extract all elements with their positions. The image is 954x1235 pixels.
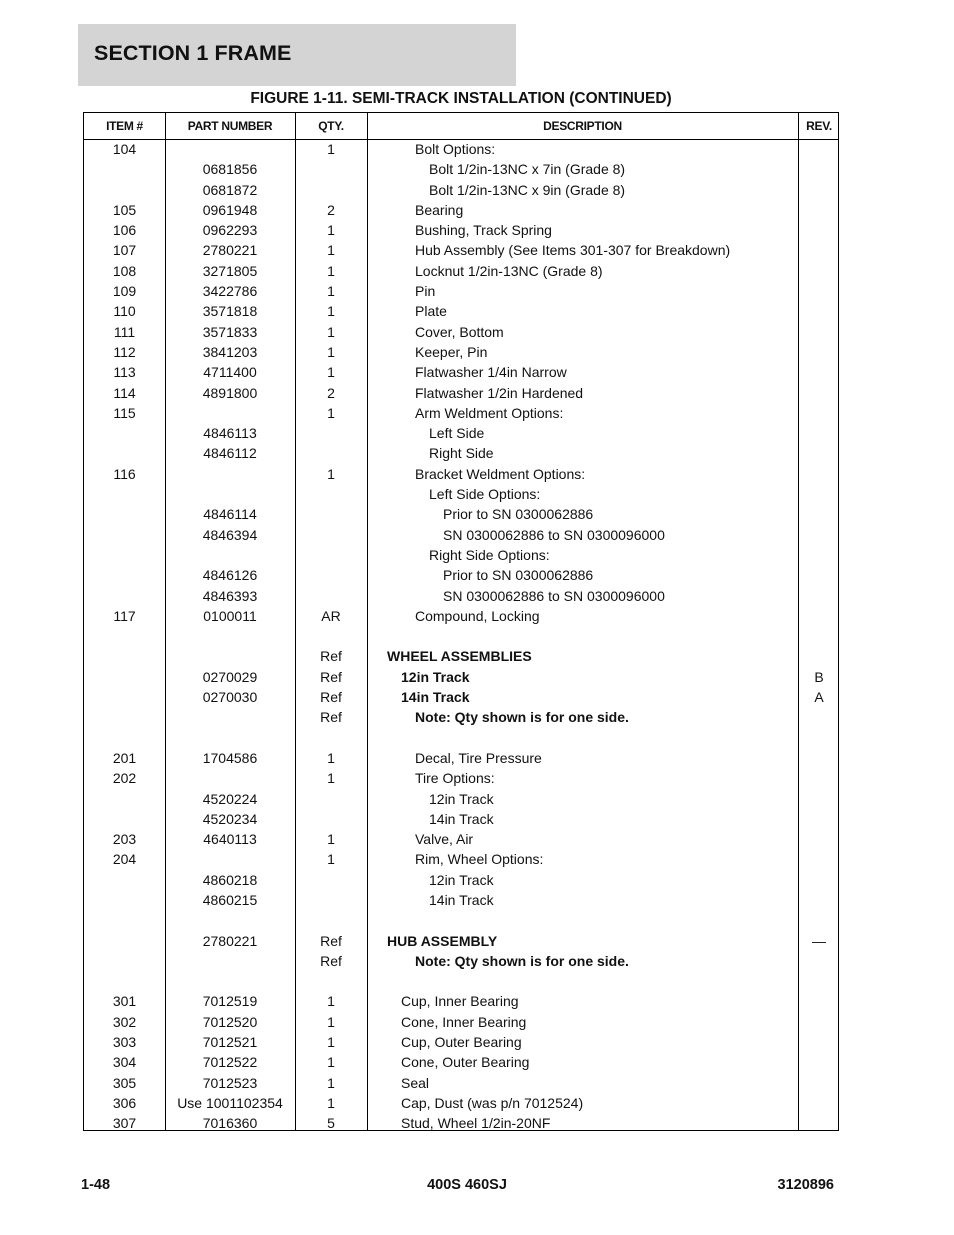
description-cell: Locknut 1/2in-13NC (Grade 8) bbox=[415, 262, 603, 279]
qty-cell: 1 bbox=[327, 993, 335, 1010]
table-row bbox=[84, 626, 838, 646]
part-number-cell: 0681856 bbox=[202, 161, 258, 178]
part-number-cell: Use 1001102354 bbox=[177, 1094, 283, 1111]
table-row bbox=[84, 565, 838, 585]
qty-cell: Ref bbox=[320, 709, 342, 726]
table-row bbox=[84, 423, 838, 443]
qty-cell: 1 bbox=[327, 404, 335, 421]
description-cell: Prior to SN 0300062886 bbox=[443, 506, 594, 523]
table-row bbox=[84, 1093, 838, 1113]
table-row bbox=[84, 322, 838, 342]
qty-cell: 1 bbox=[327, 303, 335, 320]
section-header-band bbox=[78, 24, 516, 86]
part-number-cell: 2780221 bbox=[202, 932, 258, 949]
description-cell: Flatwasher 1/2in Hardened bbox=[415, 384, 584, 401]
description-cell: HUB ASSEMBLY bbox=[387, 932, 498, 949]
item-number-cell: 203 bbox=[112, 831, 137, 848]
description-cell: WHEEL ASSEMBLIES bbox=[387, 648, 532, 665]
item-number-cell: 302 bbox=[112, 1013, 137, 1030]
table-row bbox=[84, 139, 838, 159]
item-number-cell: 303 bbox=[112, 1034, 137, 1051]
item-number-cell: 104 bbox=[112, 141, 137, 157]
description-cell: 14in Track bbox=[429, 810, 494, 827]
table-row bbox=[84, 870, 838, 890]
part-number-cell: 7012520 bbox=[202, 1013, 258, 1030]
qty-cell: 1 bbox=[327, 1074, 335, 1091]
qty-cell: 1 bbox=[327, 465, 335, 482]
qty-cell: 1 bbox=[327, 323, 335, 340]
qty-cell: 1 bbox=[327, 1054, 335, 1071]
description-cell: SN 0300062886 to SN 0300096000 bbox=[443, 587, 665, 604]
description-cell: Bearing bbox=[415, 201, 464, 218]
qty-cell: 1 bbox=[327, 851, 335, 868]
table-row bbox=[84, 1073, 838, 1093]
description-cell: Valve, Air bbox=[415, 831, 474, 848]
item-number-cell: 113 bbox=[113, 364, 136, 381]
item-number-cell: 204 bbox=[112, 851, 137, 868]
part-number-cell: 4846114 bbox=[203, 506, 257, 523]
part-number-cell: 7012521 bbox=[202, 1034, 258, 1051]
description-cell: Left Side bbox=[429, 425, 485, 442]
qty-cell: 1 bbox=[327, 343, 335, 360]
part-number-cell: 4846394 bbox=[202, 526, 258, 543]
table-row bbox=[84, 951, 838, 971]
item-number-cell: 106 bbox=[112, 222, 137, 239]
part-number-cell: 4846393 bbox=[202, 587, 258, 604]
item-number-cell: 307 bbox=[112, 1115, 137, 1132]
qty-cell: 1 bbox=[327, 141, 335, 157]
part-number-cell: 3571818 bbox=[202, 303, 258, 320]
description-cell: Stud, Wheel 1/2in-20NF bbox=[401, 1115, 551, 1132]
rev-cell: B bbox=[814, 668, 824, 685]
table-row bbox=[84, 667, 838, 687]
part-number-cell: 4860218 bbox=[202, 871, 258, 888]
part-number-cell: 0962293 bbox=[202, 222, 258, 239]
part-number-cell: 4846113 bbox=[203, 425, 257, 442]
item-number-cell: 111 bbox=[113, 323, 136, 340]
description-cell: Cone, Outer Bearing bbox=[401, 1054, 530, 1071]
part-number-cell: 7012519 bbox=[202, 993, 258, 1010]
item-number-cell: 105 bbox=[112, 201, 137, 218]
part-number-cell: 4846112 bbox=[203, 445, 257, 462]
item-number-cell: 117 bbox=[113, 607, 136, 624]
table-row bbox=[84, 971, 838, 991]
qty-cell: Ref bbox=[320, 932, 342, 949]
item-number-cell: 112 bbox=[113, 343, 136, 360]
description-cell: Compound, Locking bbox=[415, 607, 540, 624]
qty-cell: Ref bbox=[320, 668, 342, 685]
table-row bbox=[84, 586, 838, 606]
part-number-cell: 0270029 bbox=[202, 668, 258, 685]
column-header-rev: REV. bbox=[806, 119, 832, 133]
part-number-cell: 0270030 bbox=[202, 689, 258, 706]
table-row bbox=[84, 910, 838, 930]
part-number-cell: 7016360 bbox=[202, 1115, 258, 1132]
description-cell: Flatwasher 1/4in Narrow bbox=[415, 364, 567, 381]
description-cell: 12in Track bbox=[429, 871, 494, 888]
item-number-cell: 201 bbox=[112, 749, 137, 766]
qty-cell: 1 bbox=[327, 222, 335, 239]
description-cell: 12in Track bbox=[401, 668, 470, 685]
description-cell: Cup, Outer Bearing bbox=[401, 1034, 522, 1051]
qty-cell: 1 bbox=[327, 262, 335, 279]
table-row bbox=[84, 809, 838, 829]
qty-cell: 2 bbox=[327, 201, 335, 218]
table-row bbox=[84, 403, 838, 423]
table-row bbox=[84, 525, 838, 545]
table-row bbox=[84, 748, 838, 768]
description-cell: Note: Qty shown is for one side. bbox=[415, 709, 629, 726]
part-number-cell: 0681872 bbox=[202, 181, 258, 198]
table-row bbox=[84, 443, 838, 463]
qty-cell: 1 bbox=[327, 749, 335, 766]
item-number-cell: 304 bbox=[112, 1054, 137, 1071]
qty-cell: 1 bbox=[327, 1094, 335, 1111]
part-number-cell: 4711400 bbox=[203, 364, 257, 381]
part-number-cell: 7012523 bbox=[202, 1074, 258, 1091]
table-row bbox=[84, 849, 838, 869]
qty-cell: 5 bbox=[327, 1115, 335, 1132]
table-row bbox=[84, 768, 838, 788]
table-row bbox=[84, 383, 838, 403]
qty-cell: 1 bbox=[327, 364, 335, 381]
column-header-item: ITEM # bbox=[106, 119, 143, 133]
table-row bbox=[84, 1032, 838, 1052]
description-cell: Right Side bbox=[429, 445, 494, 462]
part-number-cell: 4520234 bbox=[202, 810, 258, 827]
item-number-cell: 109 bbox=[112, 283, 137, 300]
table-row bbox=[84, 261, 838, 281]
description-cell: Cap, Dust (was p/n 7012524) bbox=[401, 1094, 584, 1111]
description-cell: 14in Track bbox=[401, 689, 470, 706]
table-row bbox=[84, 1052, 838, 1072]
description-cell: Hub Assembly (See Items 301-307 for Breakdown) bbox=[415, 242, 731, 259]
table-row bbox=[84, 220, 838, 240]
qty-cell: 1 bbox=[327, 831, 335, 848]
model-name: 400S 460SJ bbox=[427, 1177, 507, 1193]
item-number-cell: 110 bbox=[113, 303, 136, 320]
part-number-cell: 3841203 bbox=[202, 343, 258, 360]
qty-cell: Ref bbox=[320, 689, 342, 706]
description-cell: Bracket Weldment Options: bbox=[415, 465, 586, 482]
item-number-cell: 306 bbox=[112, 1094, 137, 1111]
page-number: 1-48 bbox=[81, 1177, 111, 1193]
qty-cell: 1 bbox=[327, 242, 335, 259]
table-row bbox=[84, 789, 838, 809]
description-cell: 12in Track bbox=[429, 790, 494, 807]
description-cell: Rim, Wheel Options: bbox=[415, 851, 544, 868]
table-row bbox=[84, 504, 838, 524]
table-row bbox=[84, 931, 838, 951]
part-number-cell: 3571833 bbox=[202, 323, 258, 340]
part-number-cell: 1704586 bbox=[202, 749, 258, 766]
description-cell: Bolt 1/2in-13NC x 7in (Grade 8) bbox=[429, 161, 626, 178]
part-number-cell: 0100011 bbox=[203, 607, 257, 624]
table-row bbox=[84, 728, 838, 748]
part-number-cell: 7012522 bbox=[202, 1054, 258, 1071]
description-cell: Bolt 1/2in-13NC x 9in (Grade 8) bbox=[429, 181, 626, 198]
qty-cell: Ref bbox=[320, 952, 342, 969]
description-cell: SN 0300062886 to SN 0300096000 bbox=[443, 526, 665, 543]
rev-cell: A bbox=[814, 689, 824, 706]
item-number-cell: 108 bbox=[112, 262, 137, 279]
qty-cell: 1 bbox=[327, 770, 335, 787]
parts-table bbox=[83, 112, 839, 1131]
qty-cell: 1 bbox=[327, 283, 335, 300]
table-row bbox=[84, 342, 838, 362]
part-number-cell: 4891800 bbox=[202, 384, 258, 401]
table-body bbox=[84, 139, 838, 1134]
description-cell: Seal bbox=[401, 1074, 430, 1091]
item-number-cell: 301 bbox=[112, 993, 137, 1010]
qty-cell: 1 bbox=[327, 1013, 335, 1030]
part-number-cell: 4860215 bbox=[202, 891, 258, 908]
description-cell: Prior to SN 0300062886 bbox=[443, 567, 594, 584]
table-row bbox=[84, 890, 838, 910]
description-cell: Left Side Options: bbox=[429, 486, 541, 503]
figure-title: FIGURE 1-11. SEMI-TRACK INSTALLATION (CONTINUED) bbox=[250, 90, 672, 107]
qty-cell: 1 bbox=[327, 1034, 335, 1051]
section-title: SECTION 1 FRAME bbox=[94, 41, 292, 65]
table-row bbox=[84, 464, 838, 484]
description-cell: Bushing, Track Spring bbox=[415, 222, 552, 239]
column-header-description: DESCRIPTION bbox=[543, 119, 622, 133]
column-header-qty: QTY. bbox=[318, 119, 344, 133]
item-number-cell: 305 bbox=[112, 1074, 137, 1091]
document-number: 3120896 bbox=[777, 1177, 834, 1193]
description-cell: Plate bbox=[415, 303, 447, 320]
rev-cell: — bbox=[812, 932, 826, 949]
part-number-cell: 4520224 bbox=[202, 790, 258, 807]
table-row bbox=[84, 687, 838, 707]
table-row bbox=[84, 362, 838, 382]
item-number-cell: 114 bbox=[113, 384, 136, 401]
table-row bbox=[84, 545, 838, 565]
table-row bbox=[84, 281, 838, 301]
description-cell: Bolt Options: bbox=[415, 141, 496, 157]
column-header-part-number: PART NUMBER bbox=[187, 119, 273, 133]
description-cell: Cover, Bottom bbox=[415, 323, 504, 340]
description-cell: Cup, Inner Bearing bbox=[401, 993, 519, 1010]
description-cell: Pin bbox=[415, 283, 436, 300]
table-row bbox=[84, 1012, 838, 1032]
description-cell: Keeper, Pin bbox=[415, 343, 488, 360]
description-cell: Arm Weldment Options: bbox=[415, 404, 564, 421]
description-cell: Cone, Inner Bearing bbox=[401, 1013, 527, 1030]
table-row bbox=[84, 606, 838, 626]
part-number-cell: 3271805 bbox=[202, 262, 258, 279]
part-number-cell: 4640113 bbox=[203, 831, 257, 848]
item-number-cell: 202 bbox=[112, 770, 137, 787]
table-row bbox=[84, 240, 838, 260]
table-row bbox=[84, 159, 838, 179]
table-row bbox=[84, 180, 838, 200]
description-cell: Tire Options: bbox=[415, 770, 495, 787]
table-row bbox=[84, 646, 838, 666]
table-row bbox=[84, 707, 838, 727]
item-number-cell: 116 bbox=[113, 465, 136, 482]
table-row bbox=[84, 301, 838, 321]
part-number-cell: 2780221 bbox=[202, 242, 258, 259]
description-cell: 14in Track bbox=[429, 891, 494, 908]
qty-cell: AR bbox=[321, 607, 341, 624]
table-row bbox=[84, 484, 838, 504]
part-number-cell: 0961948 bbox=[202, 201, 258, 218]
description-cell: Decal, Tire Pressure bbox=[415, 749, 542, 766]
table-row bbox=[84, 200, 838, 220]
description-cell: Right Side Options: bbox=[429, 546, 550, 563]
description-cell: Note: Qty shown is for one side. bbox=[415, 952, 629, 969]
item-number-cell: 107 bbox=[112, 242, 137, 259]
part-number-cell: 3422786 bbox=[202, 283, 258, 300]
table-row bbox=[84, 1113, 838, 1133]
table-row bbox=[84, 991, 838, 1011]
table-row bbox=[84, 829, 838, 849]
qty-cell: Ref bbox=[320, 648, 342, 665]
item-number-cell: 115 bbox=[113, 404, 136, 421]
qty-cell: 2 bbox=[327, 384, 335, 401]
part-number-cell: 4846126 bbox=[202, 567, 258, 584]
